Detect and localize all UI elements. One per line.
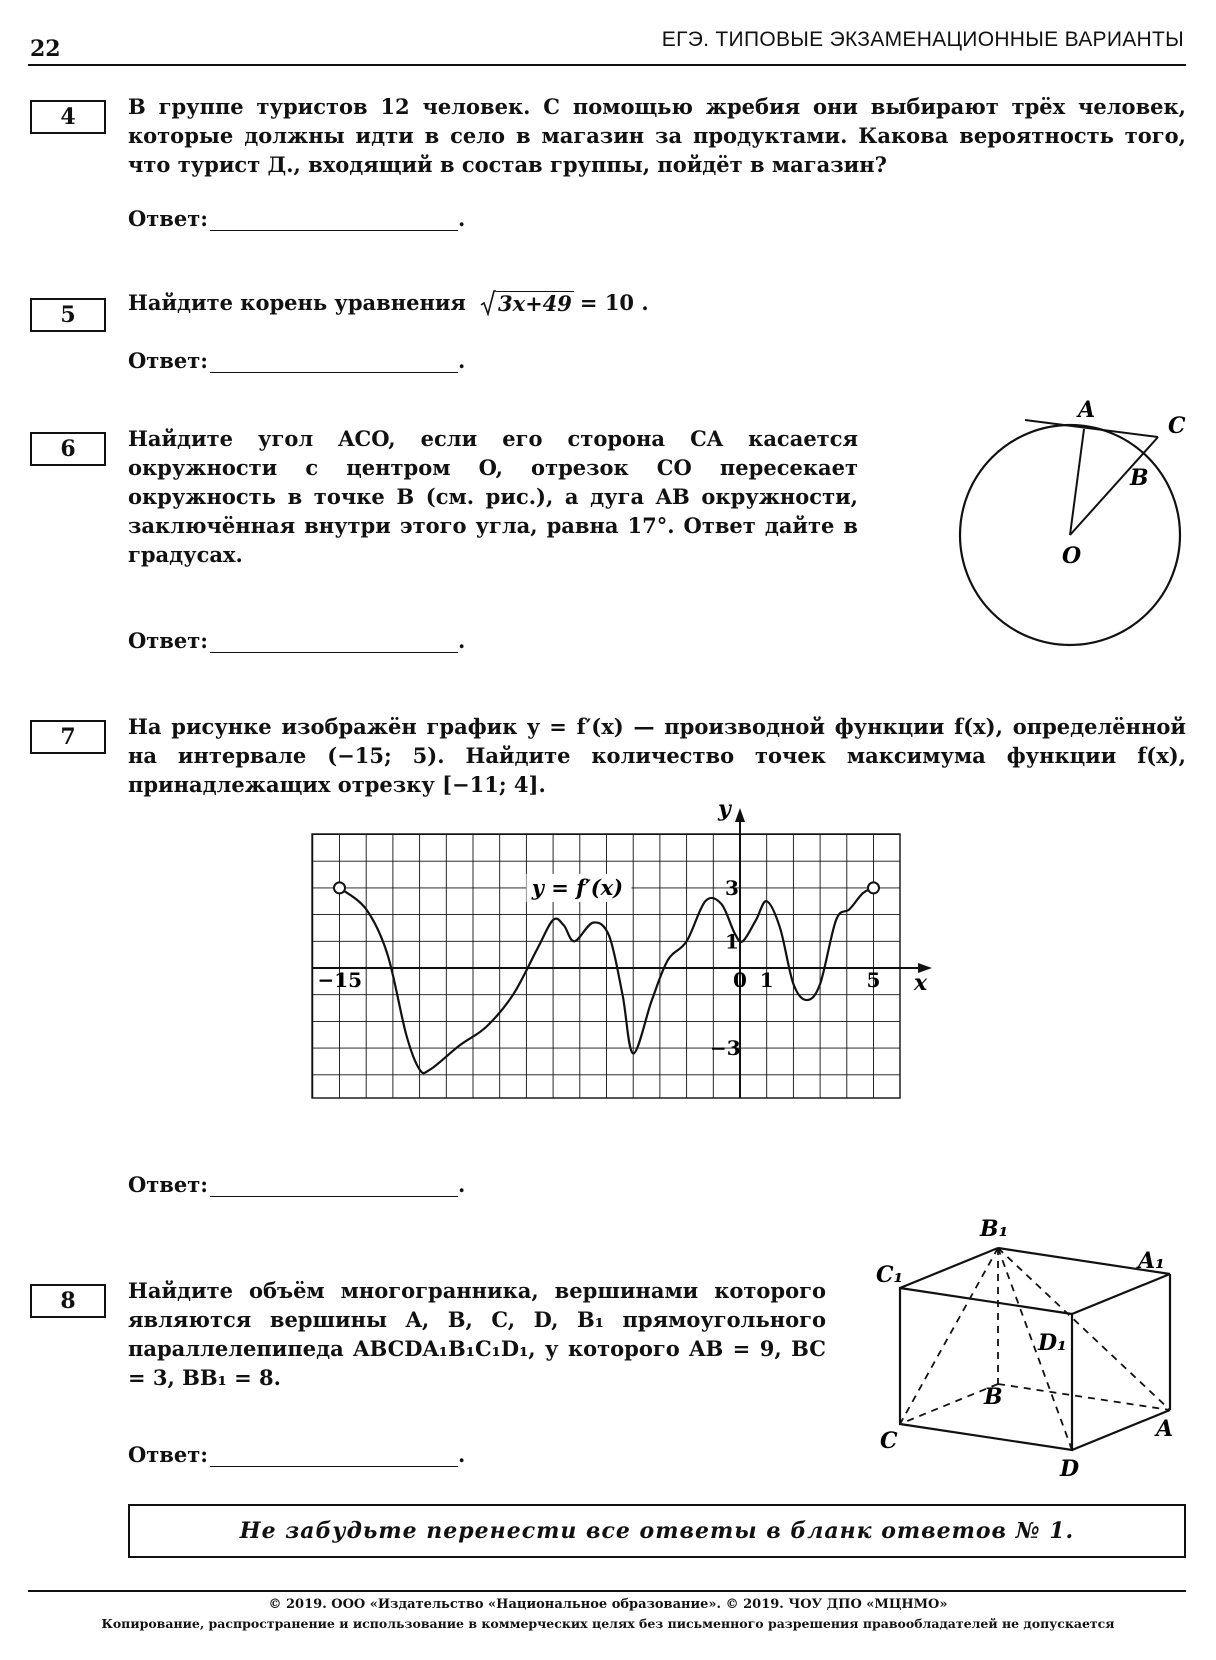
task-6-answer bbox=[128, 628, 465, 653]
answer-period: . bbox=[458, 348, 466, 373]
answer-label: Ответ: bbox=[128, 1172, 209, 1197]
x-tick-label: 1 bbox=[759, 968, 774, 992]
header-rule bbox=[28, 64, 1186, 66]
x-tick-label: 0 bbox=[733, 968, 747, 992]
header-title: ЕГЭ. ТИПОВЫЕ ЭКЗАМЕНАЦИОННЫЕ ВАРИАНТЫ bbox=[661, 28, 1184, 51]
x-tick-label: 5 bbox=[866, 968, 881, 992]
graph-grid bbox=[312, 834, 900, 1098]
answer-line[interactable] bbox=[210, 354, 458, 373]
task-6-number: 6 bbox=[30, 432, 106, 466]
task-8-answer bbox=[128, 1442, 465, 1467]
answer-line[interactable] bbox=[210, 1448, 458, 1467]
graph-axes bbox=[312, 808, 932, 1098]
task-6-text: Найдите угол ACO, если его сторона CA касается окружности с центром O, отрезок CO пересекает окружность в точке B (см. рис.), а дуга AB окружности, заключённая внутри этого угла, равна 17°. Ответ дайте в градусах. bbox=[128, 426, 858, 567]
x-tick-label: −15 bbox=[317, 968, 363, 992]
y-tick-label: 3 bbox=[725, 875, 739, 900]
label-b: B bbox=[1130, 465, 1149, 491]
task-4-answer bbox=[128, 206, 465, 231]
answer-period: . bbox=[458, 206, 466, 231]
task-8-number: 8 bbox=[30, 1284, 106, 1318]
label-a: A bbox=[1156, 1416, 1174, 1442]
notice-box: Не забудьте перенести все ответы в бланк ответов № 1. bbox=[128, 1504, 1186, 1558]
circle-figure bbox=[940, 395, 1200, 655]
task-7-answer bbox=[128, 1172, 465, 1197]
task-5-text-before: Найдите корень уравнения bbox=[128, 290, 466, 315]
answer-period: . bbox=[458, 628, 466, 653]
label-a: A bbox=[1078, 397, 1096, 423]
task-8-text: Найдите объём многогранника, вершинами которого являются вершины A, B, C, D, B₁ прямоугольного параллелепипеда ABCDA₁B₁C₁D₁, у которого AB = 9, BC = 3, BB₁ = 8. bbox=[128, 1278, 826, 1390]
footer-rule bbox=[28, 1590, 1186, 1592]
footer-disclaimer: Копирование, распространение и использование в коммерческих целях без письменного разрешения правообладателей не допускается bbox=[101, 1616, 1115, 1631]
edge-c1-b1 bbox=[900, 1248, 998, 1288]
open-endpoint bbox=[334, 882, 345, 893]
label-b: B bbox=[984, 1384, 1003, 1410]
answer-label: Ответ: bbox=[128, 348, 209, 373]
edge-b-a bbox=[998, 1384, 1170, 1410]
task-5-number: 5 bbox=[30, 298, 106, 332]
label-c: C bbox=[1168, 413, 1186, 439]
radius-oa bbox=[1070, 429, 1084, 535]
label-d1: D₁ bbox=[1038, 1330, 1067, 1356]
label-d: D bbox=[1060, 1456, 1080, 1482]
answer-line[interactable] bbox=[210, 634, 458, 653]
parallelepiped-figure bbox=[870, 1218, 1200, 1488]
answer-period: . bbox=[458, 1172, 466, 1197]
radical-sign-icon bbox=[480, 290, 496, 316]
x-axis-label: x bbox=[914, 970, 928, 996]
answer-label: Ответ: bbox=[128, 206, 209, 231]
task-5-answer bbox=[128, 348, 465, 373]
y-tick-label: −3 bbox=[710, 1036, 741, 1061]
open-endpoint bbox=[868, 882, 879, 893]
y-tick-label: 1 bbox=[725, 929, 739, 954]
task-4-text: В группе туристов 12 человек. С помощью жребия они выбирают трёх человек, которые должны идти в село в магазин за продуктами. Какова вероятность того, что турист Д., входящий в состав группы, пойдёт в магазин? bbox=[128, 94, 1186, 177]
hidden-edges bbox=[900, 1248, 1170, 1450]
graph-function-label: y = f′(x) bbox=[531, 874, 624, 900]
page-number: 22 bbox=[30, 36, 61, 62]
label-a1: A₁ bbox=[1138, 1248, 1165, 1274]
answer-label: Ответ: bbox=[128, 1442, 209, 1467]
task-4-number: 4 bbox=[30, 100, 106, 134]
radicand: 3x+49 bbox=[497, 290, 572, 316]
answer-line[interactable] bbox=[210, 212, 458, 231]
y-axis-label: y bbox=[718, 796, 731, 822]
answer-period: . bbox=[458, 1442, 466, 1467]
answer-label: Ответ: bbox=[128, 628, 209, 653]
square-root bbox=[480, 290, 574, 316]
label-b1: B₁ bbox=[980, 1216, 1009, 1242]
answer-line[interactable] bbox=[210, 1178, 458, 1197]
task-7-text: На рисунке изображён график y = f′(x) — производной функции f(x), определённой на интервале (−15; 5). Найдите количество точек максимума функции f(x), принадлежащих отрезку [−11; 4]. bbox=[128, 714, 1186, 797]
y-axis-arrow-icon bbox=[735, 808, 745, 822]
task-5-text-after: = 10 . bbox=[579, 290, 649, 315]
label-c: C bbox=[880, 1428, 898, 1454]
derivative-graph bbox=[300, 796, 1000, 1170]
footer-copyright: © 2019. ООО «Издательство «Национальное образование». © 2019. ЧОУ ДПО «МЦНМО» bbox=[268, 1597, 948, 1612]
label-c1: C₁ bbox=[876, 1262, 904, 1288]
label-o: O bbox=[1062, 543, 1082, 569]
edge-a1-d1 bbox=[1072, 1274, 1170, 1314]
task-5-text bbox=[128, 288, 649, 317]
front-face bbox=[900, 1288, 1072, 1450]
task-7-number: 7 bbox=[30, 720, 106, 754]
grid-border bbox=[312, 834, 900, 1098]
